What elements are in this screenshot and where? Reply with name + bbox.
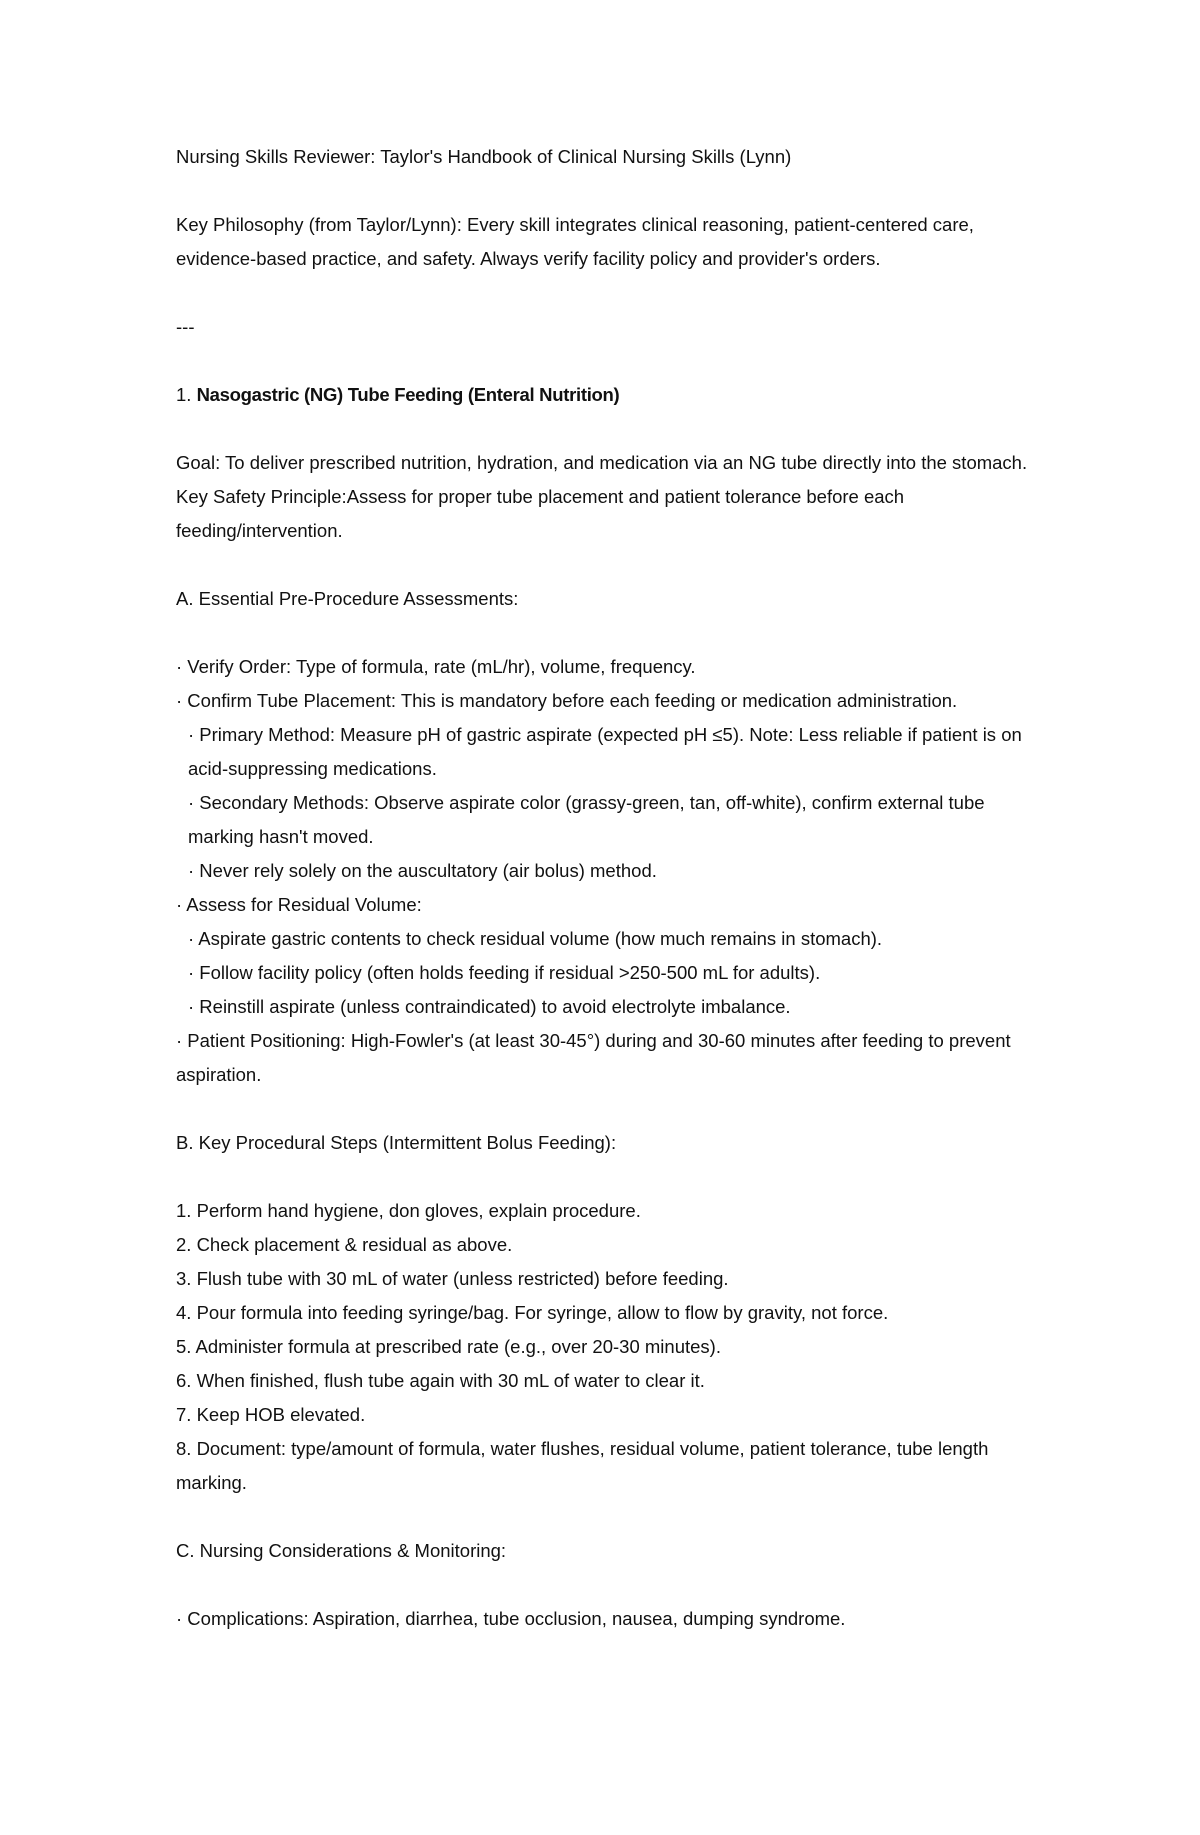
spacer: [176, 344, 1036, 378]
list-item: · Follow facility policy (often holds feeding if residual >250-500 mL for adults).: [188, 962, 821, 983]
spacer: [176, 1092, 1036, 1126]
spacer: [176, 174, 1036, 208]
list-item: · Reinstill aspirate (unless contraindicated) to avoid electrolyte imbalance.: [188, 996, 791, 1017]
step-item: 5. Administer formula at prescribed rate (e.g., over 20-30 minutes).: [176, 1336, 721, 1357]
list-item: · Aspirate gastric contents to check residual volume (how much remains in stomach).: [188, 928, 883, 949]
spacer: [176, 616, 1036, 650]
step-item: 3. Flush tube with 30 mL of water (unless restricted) before feeding.: [176, 1268, 729, 1289]
spacer: [176, 548, 1036, 582]
separator: ---: [176, 316, 195, 337]
spacer: [176, 276, 1036, 310]
list-item: · Verify Order: Type of formula, rate (mL/hr), volume, frequency.: [176, 656, 696, 677]
section-heading: [176, 378, 1036, 412]
step-item: 6. When finished, flush tube again with 30 mL of water to clear it.: [176, 1370, 705, 1391]
list-item: · Primary Method: Measure pH of gastric aspirate (expected pH ≤5). Note: Less reliable if patient is on acid-suppressing medications.: [188, 724, 1022, 779]
list-item: · Patient Positioning: High-Fowler's (at least 30-45°) during and 30-60 minutes after feeding to prevent aspiration.: [176, 1030, 1011, 1085]
document-title: Nursing Skills Reviewer: Taylor's Handbook of Clinical Nursing Skills (Lynn): [176, 146, 792, 167]
spacer: [176, 412, 1036, 446]
spacer: [176, 1500, 1036, 1534]
section-number: 1.: [176, 384, 192, 405]
step-item: 8. Document: type/amount of formula, water flushes, residual volume, patient tolerance, tube length marking.: [176, 1438, 989, 1493]
step-item: 7. Keep HOB elevated.: [176, 1404, 366, 1425]
step-item: 2. Check placement & residual as above.: [176, 1234, 513, 1255]
section-title: Nasogastric (NG) Tube Feeding (Enteral Nutrition): [196, 384, 620, 405]
goal-text: Goal: To deliver prescribed nutrition, hydration, and medication via an NG tube directly into the stomach.: [176, 452, 1028, 473]
key-philosophy: Key Philosophy (from Taylor/Lynn): Every skill integrates clinical reasoning, patient-centered care, evidence-based practice, and safety. Always verify facility policy and provider's orders.: [176, 214, 974, 269]
list-item: · Never rely solely on the auscultatory (air bolus) method.: [188, 860, 657, 881]
list-item: · Secondary Methods: Observe aspirate color (grassy-green, tan, off-white), confirm external tube marking hasn't moved.: [188, 792, 985, 847]
subsection-c-heading: C. Nursing Considerations & Monitoring:: [176, 1540, 507, 1561]
safety-principle: Key Safety Principle:Assess for proper tube placement and patient tolerance before each feeding/intervention.: [176, 486, 905, 541]
list-item: · Assess for Residual Volume:: [176, 894, 422, 915]
spacer: [176, 1160, 1036, 1194]
list-item: · Confirm Tube Placement: This is mandatory before each feeding or medication administration.: [176, 690, 958, 711]
step-item: 4. Pour formula into feeding syringe/bag. For syringe, allow to flow by gravity, not force.: [176, 1302, 889, 1323]
step-item: 1. Perform hand hygiene, don gloves, explain procedure.: [176, 1200, 641, 1221]
spacer: [176, 1568, 1036, 1602]
document-page: [176, 140, 1036, 1636]
list-item: · Complications: Aspiration, diarrhea, tube occlusion, nausea, dumping syndrome.: [176, 1608, 846, 1629]
subsection-b-heading: B. Key Procedural Steps (Intermittent Bolus Feeding):: [176, 1132, 617, 1153]
subsection-a-heading: A. Essential Pre-Procedure Assessments:: [176, 588, 519, 609]
